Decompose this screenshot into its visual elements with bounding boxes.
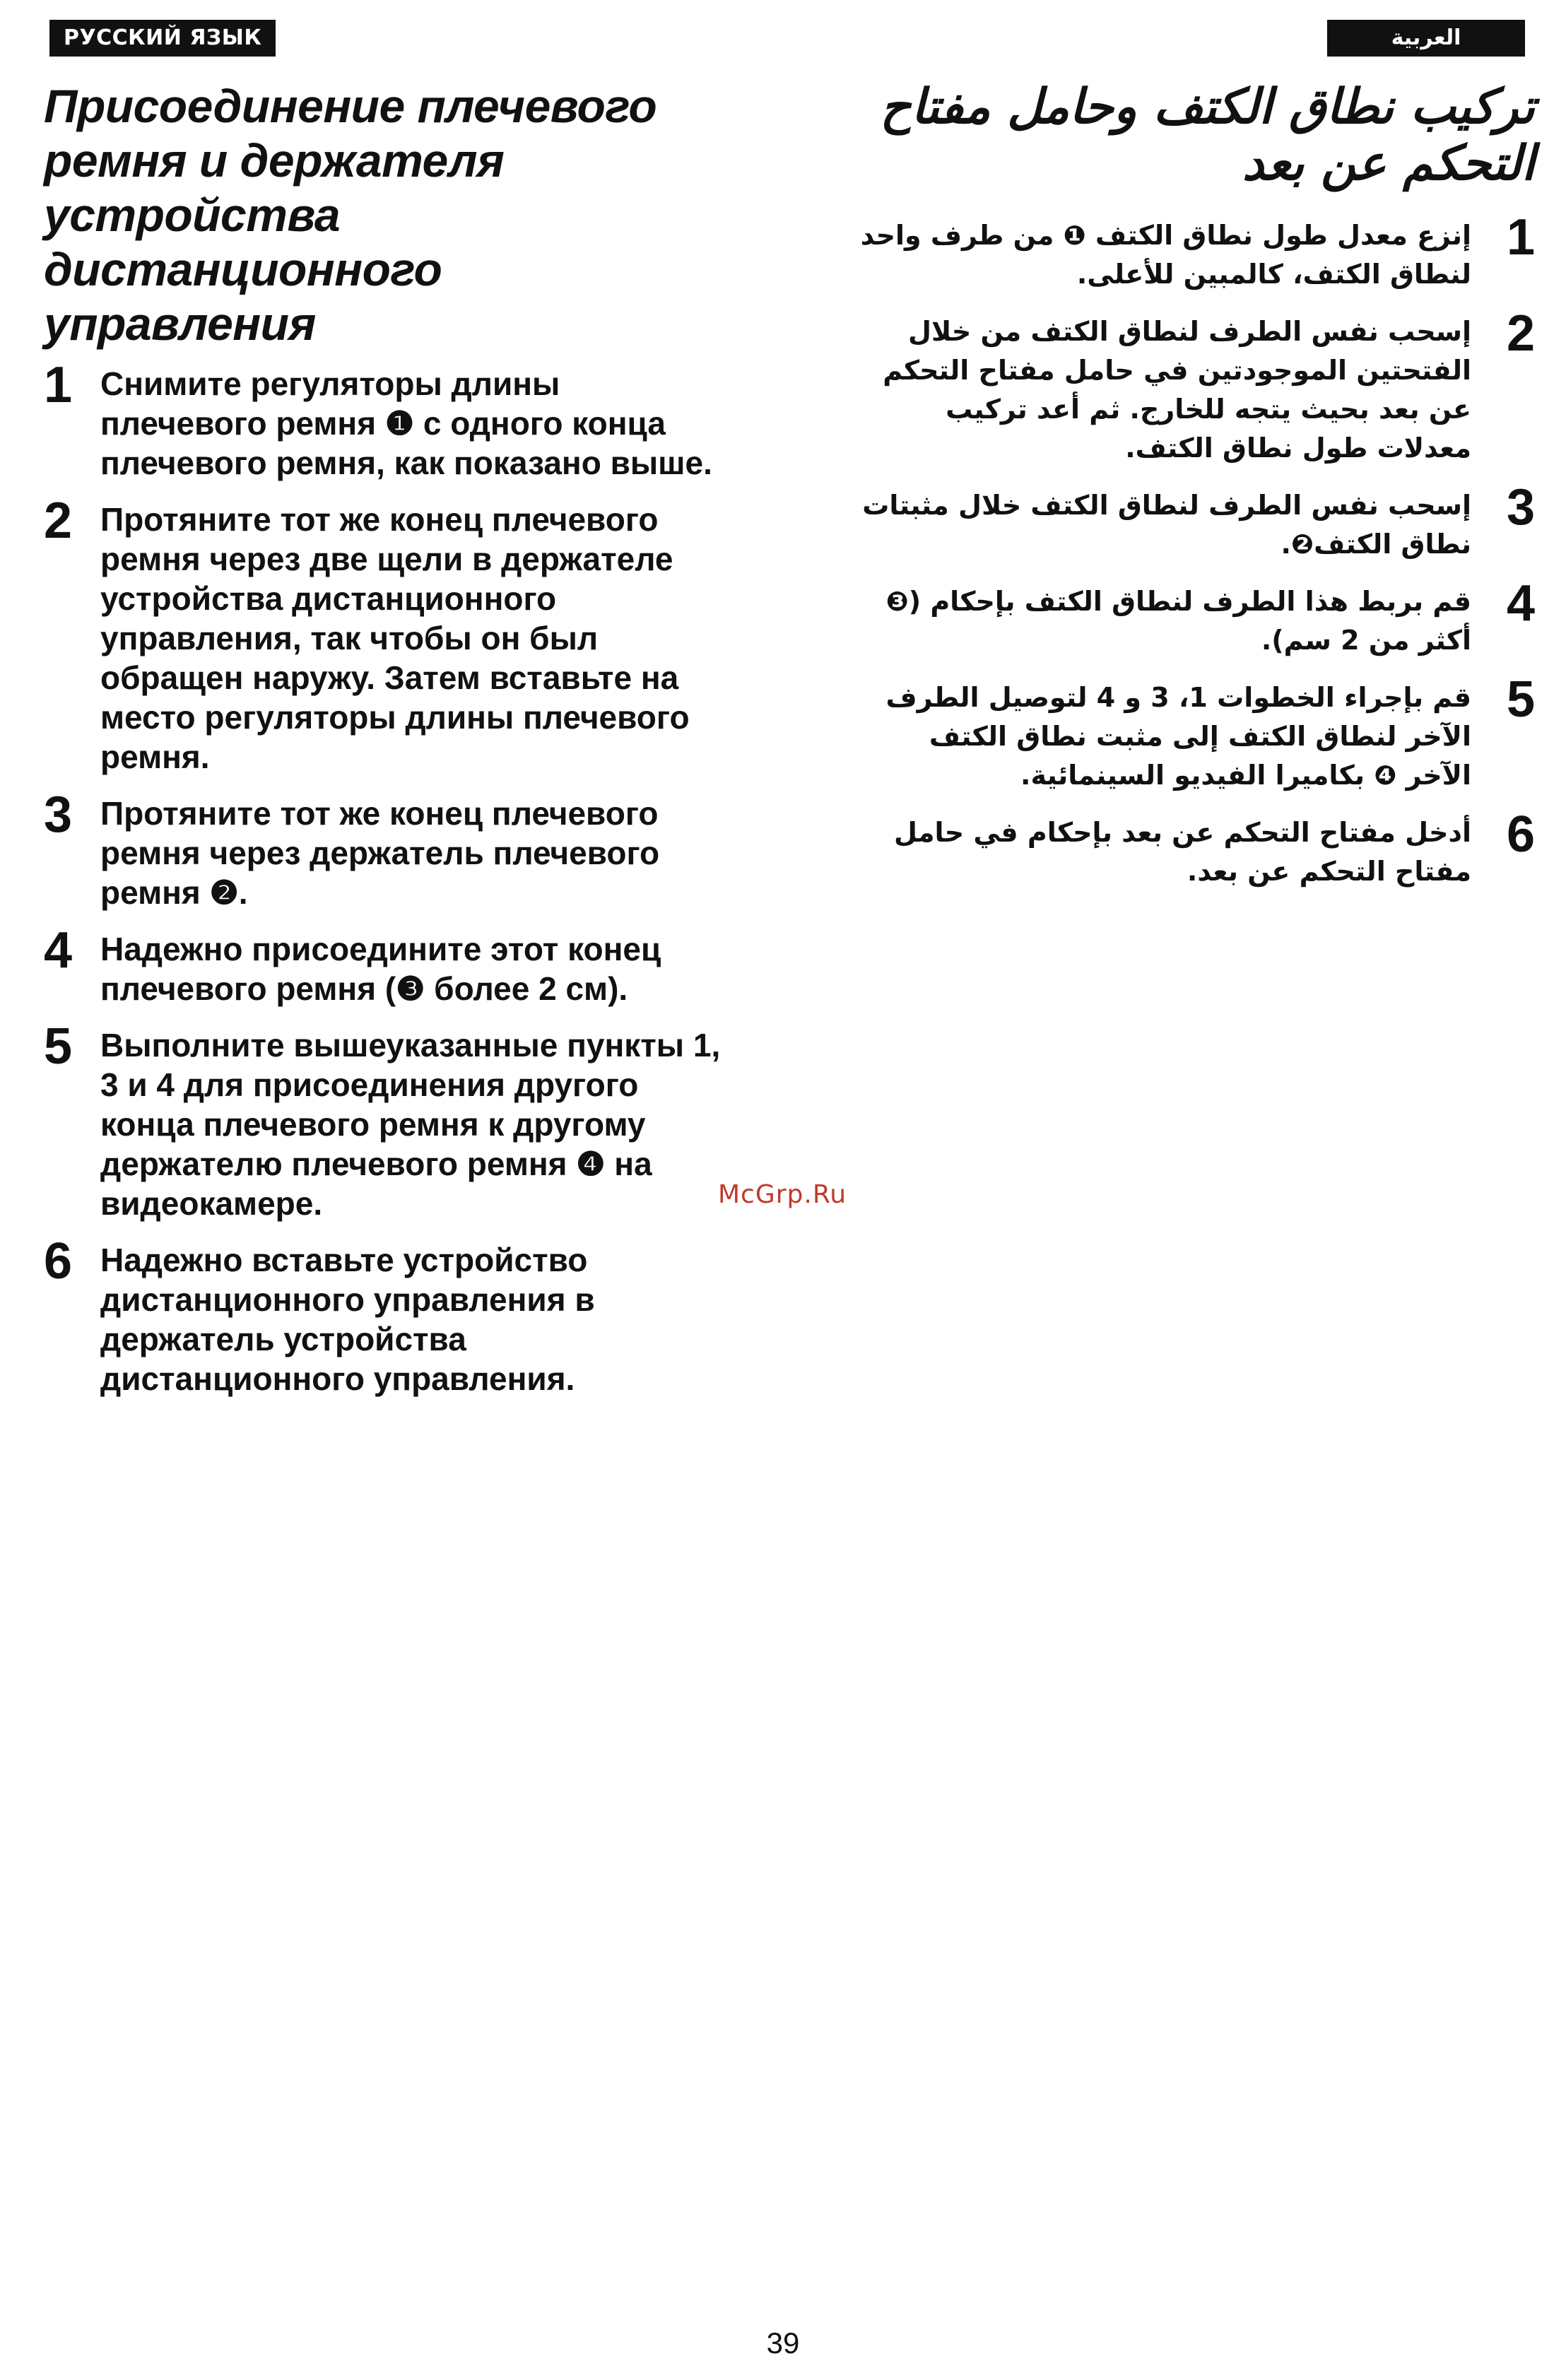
russian-title: Присоединение плечевого ремня и держателя устройства дистанционного управления: [44, 80, 657, 350]
arabic-column: [856, 79, 1535, 909]
arabic-step-6: [856, 806, 1535, 891]
arabic-step-4: [856, 575, 1535, 660]
step-number: 6: [1506, 806, 1535, 863]
step-number: 2: [44, 493, 73, 549]
step-text: إسحب نفس الطرف لنطاق الكتف خلال مثبتات نطاق الكتف❷.: [862, 490, 1471, 560]
arabic-steps: [856, 209, 1535, 891]
step-text: Протяните тот же конец плечевого ремня через две щели в держателе устройства дистанционного управления, так чтобы он был обращен наружу. Затем вставьте на место регуляторы длины плечевого ремня.: [100, 501, 690, 775]
step-text: Надежно присоедините этот конец плечевого ремня (❸ более 2 см).: [100, 931, 661, 1007]
russian-steps: [44, 357, 722, 1398]
watermark: McGrp.Ru: [718, 1180, 847, 1209]
step-number: 2: [1506, 305, 1535, 362]
step-number: 5: [44, 1018, 73, 1075]
arabic-step-5: [856, 671, 1535, 795]
step-text: Протяните тот же конец плечевого ремня через держатель плечевого ремня ❷.: [100, 795, 660, 911]
step-number: 4: [44, 922, 73, 979]
step-text: أدخل مفتاح التحكم عن بعد بإحكام في حامل مفتاح التحكم عن بعد.: [894, 817, 1471, 887]
step-text: Выполните вышеуказанные пункты 1, 3 и 4 для присоединения другого конца плечевого ремня к другому держателю плечевого ремня ❹ на видеокамере.: [100, 1027, 721, 1222]
russian-step-1: [44, 357, 722, 483]
arabic-step-3: [856, 479, 1535, 564]
step-text: Снимите регуляторы длины плечевого ремня ❶ с одного конца плечевого ремня, как показано выше.: [100, 365, 712, 481]
step-text: قم بربط هذا الطرف لنطاق الكتف بإحكام (❸ أكثر من 2 سم).: [885, 586, 1471, 656]
step-number: 5: [1506, 671, 1535, 728]
russian-step-5: [44, 1018, 722, 1223]
step-number: 1: [44, 357, 73, 413]
arabic-title: تركيب نطاق الكتف وحامل مفتاح التحكم عن بعد: [880, 79, 1535, 192]
step-number: 3: [1506, 479, 1535, 536]
step-text: Надежно вставьте устройство дистанционного управления в держатель устройства дистанционного управления.: [100, 1242, 595, 1397]
step-number: 6: [44, 1233, 73, 1290]
language-tab-russian: РУССКИЙ ЯЗЫК: [49, 20, 276, 57]
step-text: إنزع معدل طول نطاق الكتف ❶ من طرف واحد لنطاق الكتف، كالمبين للأعلى.: [860, 220, 1471, 290]
russian-step-3: [44, 787, 722, 912]
step-number: 1: [1506, 209, 1535, 266]
step-text: قم بإجراء الخطوات 1، 3 و 4 لتوصيل الطرف الآخر لنطاق الكتف إلى مثبت نطاق الكتف الآخر ❹ بكاميرا الفيديو السينمائية.: [885, 682, 1471, 791]
russian-column: [44, 79, 722, 1415]
arabic-step-1: [856, 209, 1535, 294]
step-number: 3: [44, 787, 73, 843]
step-number: 4: [1506, 575, 1535, 632]
step-text: إسحب نفس الطرف لنطاق الكتف من خلال الفتحتين الموجودتين في حامل مفتاح التحكم عن بعد بحيث يتجه للخارج. ثم أعد تركيب معدلات طول نطاق الكتف.: [883, 316, 1471, 464]
page-number: 39: [766, 2326, 800, 2360]
russian-step-4: [44, 922, 722, 1008]
russian-step-2: [44, 493, 722, 777]
language-tab-arabic: العربية: [1327, 20, 1525, 57]
arabic-step-2: [856, 305, 1535, 468]
russian-step-6: [44, 1233, 722, 1398]
